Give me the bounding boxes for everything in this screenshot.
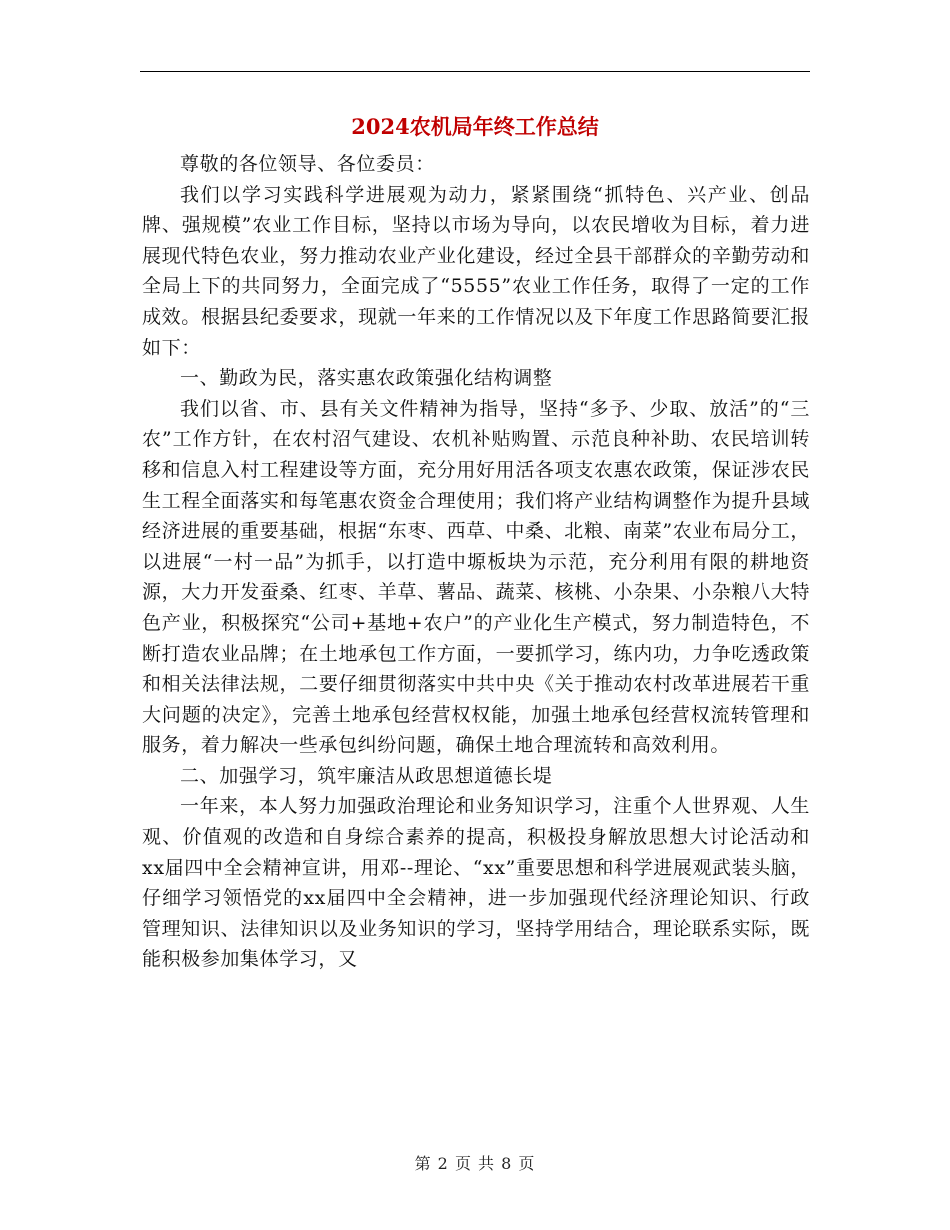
section-2-paragraph: 一年来，本人努力加强政治理论和业务知识学习，注重个人世界观、人生观、价值观的改造和自身综合素养的提高，积极投身解放思想大讨论活动和xx届四中全会精神宣讲，用邓--理论、“xx”重要思想和科学进展观武装头脑，仔细学习领悟党的xx届四中全会精神，进一步加强现代经济理论知识、行政管理知识、法律知识以及业务知识的学习，坚持学用结合，理论联系实际，既能积极参加集体学习，又 <box>142 795 810 971</box>
document-body <box>142 149 810 975</box>
page-number: 第 2 页 共 8 页 <box>414 1154 536 1173</box>
header-rule <box>140 71 810 72</box>
section-heading-1: 一、勤政为民，落实惠农政策强化结构调整 <box>180 367 553 390</box>
intro-paragraph: 我们以学习实践科学进展观为动力，紧紧围绕“抓特色、兴产业、创品牌、强规模”农业工作目标，坚持以市场为导向，以农民增收为目标，着力进展现代特色农业，努力推动农业产业化建设，经过全县干部群众的辛勤劳动和全局上下的共同努力，全面完成了“5555”农业工作任务，取得了一定的工作成效。根据县纪委要求，现就一年来的工作情况以及下年度工作思路简要汇报如下： <box>142 183 810 359</box>
section-heading-2: 二、加强学习，筑牢廉洁从政思想道德长堤 <box>180 764 553 787</box>
salutation: 尊敬的各位领导、各位委员： <box>180 153 435 175</box>
section-1-paragraph: 我们以省、市、县有关文件精神为指导，坚持“多予、少取、放活”的“三农”工作方针，在农村沼气建设、农机补贴购置、示范良种补助、农民培训转移和信息入村工程建设等方面，充分用好用活各项支农惠农政策，保证涉农民生工程全面落实和每笔惠农资金合理使用；我们将产业结构调整作为提升县域经济进展的重要基础，根据“东枣、西草、中桑、北粮、南菜”农业布局分工，以进展“一村一品”为抓手，以打造中塬板块为示范，充分利用有限的耕地资源，大力开发蚕桑、红枣、羊草、薯品、蔬菜、核桃、小杂果、小杂粮八大特色产业，积极探究“公司+基地+农户”的产业化生产模式，努力制造特色，不断打造农业品牌；在土地承包工作方面，一要抓学习，练内功，力争吃透政策和相关法律法规，二要仔细贯彻落实中共中央《关于推动农村改革进展若干重大问题的决定》，完善土地承包经营权权能，加强土地承包经营权流转管理和服务，着力解决一些承包纠纷问题，确保土地合理流转和高效利用。 <box>142 397 810 757</box>
document-title: 2024农机局年终工作总结 <box>351 114 599 139</box>
